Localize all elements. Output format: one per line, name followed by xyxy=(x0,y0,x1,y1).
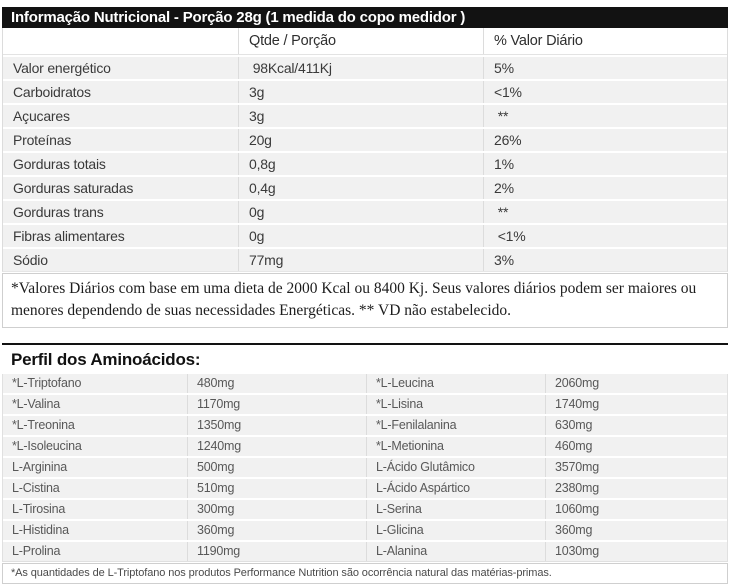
nutrition-row-gorduras-trans xyxy=(3,199,727,223)
daily-values-footnote: *Valores Diários com base em uma dieta de 2000 Kcal ou 8400 Kj. Seus valores diários podem ser maiores ou menores dependendo de suas necessidades Energéticas. ** VD não estabelecido. xyxy=(2,273,728,328)
nutrient-name: Valor energético xyxy=(3,57,239,79)
amino-value: 460mg xyxy=(555,439,593,453)
amino-value: 480mg xyxy=(188,374,367,393)
nutrition-label xyxy=(2,7,728,584)
amino-name: *L-Leucina xyxy=(367,374,546,393)
nutrient-dv: <1% xyxy=(494,228,526,244)
amino-value: 1740mg xyxy=(555,397,599,411)
nutrient-name: Fibras alimentares xyxy=(3,225,239,247)
amino-value: 1240mg xyxy=(188,437,367,456)
nutrient-dv: 1% xyxy=(494,156,514,172)
amino-name: *L-Metionina xyxy=(367,437,546,456)
amino-row xyxy=(3,414,727,435)
column-header-qty: Qtde / Porção xyxy=(239,28,484,54)
amino-row xyxy=(3,393,727,414)
nutrient-dv: 26% xyxy=(494,132,522,148)
nutrition-row-proteinas xyxy=(3,127,727,151)
nutrient-name: Açucares xyxy=(3,105,239,127)
nutrition-title-bar xyxy=(2,7,728,28)
amino-row xyxy=(3,498,727,519)
amino-acids-table xyxy=(2,374,728,562)
nutrient-dv: ** xyxy=(494,204,509,220)
amino-name: L-Tirosina xyxy=(3,500,188,519)
nutrient-name: Gorduras trans xyxy=(3,201,239,223)
nutrient-qty: 0,4g xyxy=(239,177,484,199)
amino-row xyxy=(3,456,727,477)
nutrient-dv: 3% xyxy=(494,252,514,268)
amino-name: L-Prolina xyxy=(3,542,188,561)
amino-name: L-Ácido Aspártico xyxy=(367,479,546,498)
nutrient-qty: 0g xyxy=(239,225,484,247)
nutrient-dv: 5% xyxy=(494,60,514,76)
amino-acids-title: Perfil dos Aminoácidos: xyxy=(2,343,728,374)
header-spacer-cell xyxy=(3,28,239,54)
amino-row xyxy=(3,435,727,456)
tryptophan-footnote: *As quantidades de L-Triptofano nos produtos Performance Nutrition são ocorrência natural das matérias-primas. xyxy=(2,563,728,584)
amino-name: L-Glicina xyxy=(367,521,546,540)
nutrient-qty: 3g xyxy=(239,105,484,127)
amino-value: 500mg xyxy=(188,458,367,477)
amino-row xyxy=(3,374,727,393)
amino-name: *L-Treonina xyxy=(3,416,188,435)
nutrient-name: Sódio xyxy=(3,249,239,271)
amino-row xyxy=(3,519,727,540)
column-header-dv: % Valor Diário xyxy=(494,33,583,49)
nutrient-name: Carboidratos xyxy=(3,81,239,103)
amino-acids-section xyxy=(2,343,728,584)
nutrition-row-acucares xyxy=(3,103,727,127)
amino-value: 510mg xyxy=(188,479,367,498)
amino-name: *L-Lisina xyxy=(367,395,546,414)
amino-value: 3570mg xyxy=(555,460,599,474)
nutrient-qty: 0,8g xyxy=(239,153,484,175)
amino-value: 2380mg xyxy=(555,481,599,495)
amino-name: L-Histidina xyxy=(3,521,188,540)
amino-value: 1060mg xyxy=(555,502,599,516)
nutrition-table xyxy=(2,28,728,272)
nutrient-qty: 20g xyxy=(239,129,484,151)
nutrient-name: Proteínas xyxy=(3,129,239,151)
amino-value: 1190mg xyxy=(188,542,367,561)
amino-name: *L-Valina xyxy=(3,395,188,414)
amino-name: L-Cistina xyxy=(3,479,188,498)
nutrition-row-valor-energetico xyxy=(3,55,727,79)
nutrition-row-carboidratos xyxy=(3,79,727,103)
nutrient-qty: 0g xyxy=(239,201,484,223)
amino-row xyxy=(3,540,727,561)
amino-name: L-Serina xyxy=(367,500,546,519)
nutrient-dv: 2% xyxy=(494,180,514,196)
amino-value: 360mg xyxy=(555,523,593,537)
nutrition-title: Informação Nutricional - Porção 28g (1 medida do copo medidor ) xyxy=(11,9,466,26)
nutrition-header-row xyxy=(3,28,727,55)
amino-value: 1030mg xyxy=(555,544,599,558)
nutrition-row-sodio xyxy=(3,247,727,271)
amino-name: *L-Fenilalanina xyxy=(367,416,546,435)
amino-name: L-Arginina xyxy=(3,458,188,477)
amino-name: *L-Triptofano xyxy=(3,374,188,393)
nutrition-row-fibras xyxy=(3,223,727,247)
amino-name: L-Ácido Glutâmico xyxy=(367,458,546,477)
nutrient-qty: 98Kcal/411Kj xyxy=(239,57,484,79)
nutrition-row-gorduras-totais xyxy=(3,151,727,175)
amino-name: L-Alanina xyxy=(367,542,546,561)
nutrient-qty: 3g xyxy=(239,81,484,103)
nutrient-dv: <1% xyxy=(494,84,522,100)
amino-value: 300mg xyxy=(188,500,367,519)
nutrition-row-gorduras-saturadas xyxy=(3,175,727,199)
amino-row xyxy=(3,477,727,498)
nutrient-name: Gorduras saturadas xyxy=(3,177,239,199)
nutrient-qty: 77mg xyxy=(239,249,484,271)
amino-name: *L-Isoleucina xyxy=(3,437,188,456)
nutrient-name: Gorduras totais xyxy=(3,153,239,175)
amino-value: 630mg xyxy=(555,418,593,432)
amino-value: 1170mg xyxy=(188,395,367,414)
amino-value: 1350mg xyxy=(188,416,367,435)
nutrient-dv: ** xyxy=(494,108,509,124)
amino-value: 360mg xyxy=(188,521,367,540)
amino-value: 2060mg xyxy=(555,376,599,390)
